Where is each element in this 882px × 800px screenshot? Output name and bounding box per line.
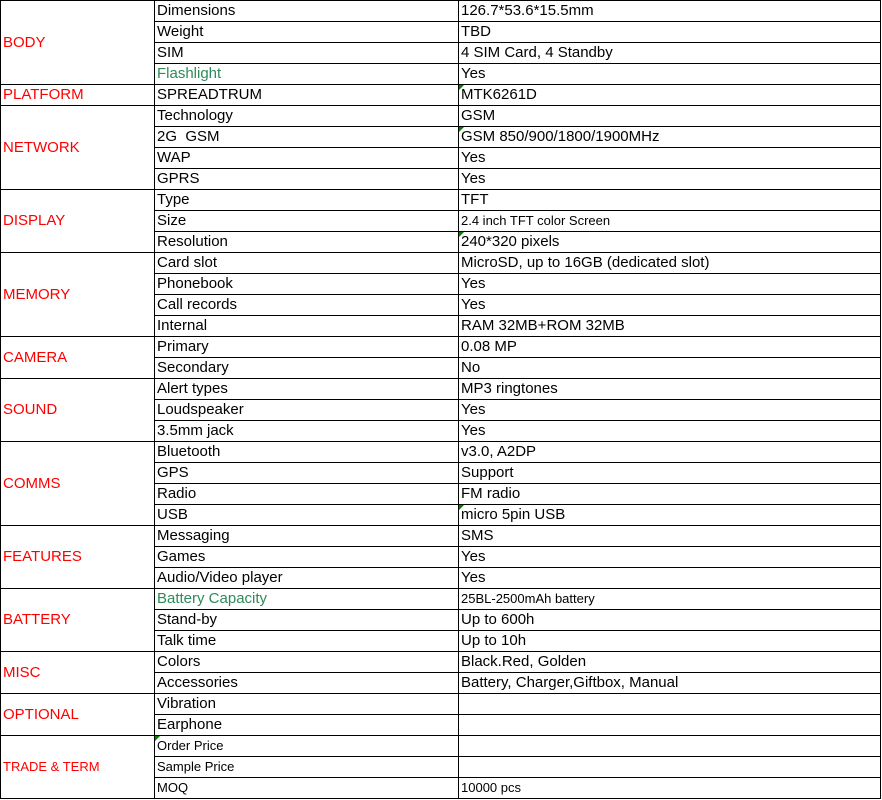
spec-label: USB	[155, 505, 459, 526]
spec-value: 4 SIM Card, 4 Standby	[459, 43, 881, 64]
category-battery: BATTERY	[1, 589, 155, 652]
spec-value	[459, 736, 881, 757]
spec-label: Loudspeaker	[155, 400, 459, 421]
spec-value: MTK6261D	[459, 85, 881, 106]
spec-label: Bluetooth	[155, 442, 459, 463]
category-comms: COMMS	[1, 442, 155, 526]
category-camera: CAMERA	[1, 337, 155, 379]
spec-label: Talk time	[155, 631, 459, 652]
table-row	[1, 106, 881, 127]
spec-label: Alert types	[155, 379, 459, 400]
spec-label: Vibration	[155, 694, 459, 715]
spec-value: SMS	[459, 526, 881, 547]
spec-label: Card slot	[155, 253, 459, 274]
spec-value: Yes	[459, 295, 881, 316]
spec-label: Accessories	[155, 673, 459, 694]
spec-value: TBD	[459, 22, 881, 43]
spec-label: Primary	[155, 337, 459, 358]
spec-value: 25BL-2500mAh battery	[459, 589, 881, 610]
spec-label: Call records	[155, 295, 459, 316]
table-row	[1, 589, 881, 610]
spec-value: GSM 850/900/1800/1900MHz	[459, 127, 881, 148]
table-row	[1, 1, 881, 22]
spec-value: 240*320 pixels	[459, 232, 881, 253]
spec-label: 2G GSM	[155, 127, 459, 148]
table-row	[1, 253, 881, 274]
table-row	[1, 652, 881, 673]
spec-label: Internal	[155, 316, 459, 337]
category-misc: MISC	[1, 652, 155, 694]
spec-value: RAM 32MB+ROM 32MB	[459, 316, 881, 337]
table-row	[1, 694, 881, 715]
spec-value: Yes	[459, 400, 881, 421]
spec-value: 0.08 MP	[459, 337, 881, 358]
category-platform: PLATFORM	[1, 85, 155, 106]
spec-label: Technology	[155, 106, 459, 127]
spec-label: 3.5mm jack	[155, 421, 459, 442]
spec-value: Up to 600h	[459, 610, 881, 631]
spec-value: Yes	[459, 547, 881, 568]
spec-label: SIM	[155, 43, 459, 64]
spec-value: micro 5pin USB	[459, 505, 881, 526]
spec-label: Sample Price	[155, 757, 459, 778]
category-sound: SOUND	[1, 379, 155, 442]
spec-value: Yes	[459, 421, 881, 442]
spec-value: Yes	[459, 568, 881, 589]
spec-value: Up to 10h	[459, 631, 881, 652]
spec-value: Yes	[459, 64, 881, 85]
table-row	[1, 337, 881, 358]
spec-label: MOQ	[155, 778, 459, 799]
spec-label: Audio/Video player	[155, 568, 459, 589]
spec-label: Dimensions	[155, 1, 459, 22]
category-optional: OPTIONAL	[1, 694, 155, 736]
spec-label: GPS	[155, 463, 459, 484]
table-row	[1, 379, 881, 400]
spec-label: Type	[155, 190, 459, 211]
category-body: BODY	[1, 1, 155, 85]
spec-value	[459, 694, 881, 715]
spec-value: MicroSD, up to 16GB (dedicated slot)	[459, 253, 881, 274]
spec-label: Battery Capacity	[155, 589, 459, 610]
spec-label: Flashlight	[155, 64, 459, 85]
spec-label: Order Price	[155, 736, 459, 757]
category-memory: MEMORY	[1, 253, 155, 337]
spec-value: TFT	[459, 190, 881, 211]
table-row	[1, 736, 881, 757]
spec-label: Stand-by	[155, 610, 459, 631]
table-row	[1, 526, 881, 547]
spec-value: 2.4 inch TFT color Screen	[459, 211, 881, 232]
table-row	[1, 85, 881, 106]
spec-value	[459, 757, 881, 778]
spec-label: Games	[155, 547, 459, 568]
spec-value: Support	[459, 463, 881, 484]
spec-label: Weight	[155, 22, 459, 43]
category-network: NETWORK	[1, 106, 155, 190]
spec-label: Colors	[155, 652, 459, 673]
spec-value: Yes	[459, 169, 881, 190]
spec-value: Black.Red, Golden	[459, 652, 881, 673]
spec-label: Resolution	[155, 232, 459, 253]
spec-label: Radio	[155, 484, 459, 505]
table-row	[1, 442, 881, 463]
spec-value: No	[459, 358, 881, 379]
spec-label: GPRS	[155, 169, 459, 190]
spec-label: WAP	[155, 148, 459, 169]
spec-value: 126.7*53.6*15.5mm	[459, 1, 881, 22]
spec-value: Battery, Charger,Giftbox, Manual	[459, 673, 881, 694]
spec-value: Yes	[459, 148, 881, 169]
spec-label: Phonebook	[155, 274, 459, 295]
category-trade: TRADE & TERM	[1, 736, 155, 799]
spec-value: v3.0, A2DP	[459, 442, 881, 463]
spec-label: Messaging	[155, 526, 459, 547]
spec-label: Size	[155, 211, 459, 232]
spec-value: MP3 ringtones	[459, 379, 881, 400]
category-display: DISPLAY	[1, 190, 155, 253]
spec-label: Secondary	[155, 358, 459, 379]
spec-value: 10000 pcs	[459, 778, 881, 799]
table-row	[1, 190, 881, 211]
spec-value: FM radio	[459, 484, 881, 505]
spec-value	[459, 715, 881, 736]
spec-label: Earphone	[155, 715, 459, 736]
spec-value: GSM	[459, 106, 881, 127]
category-features: FEATURES	[1, 526, 155, 589]
spec-value: Yes	[459, 274, 881, 295]
spec-label: SPREADTRUM	[155, 85, 459, 106]
